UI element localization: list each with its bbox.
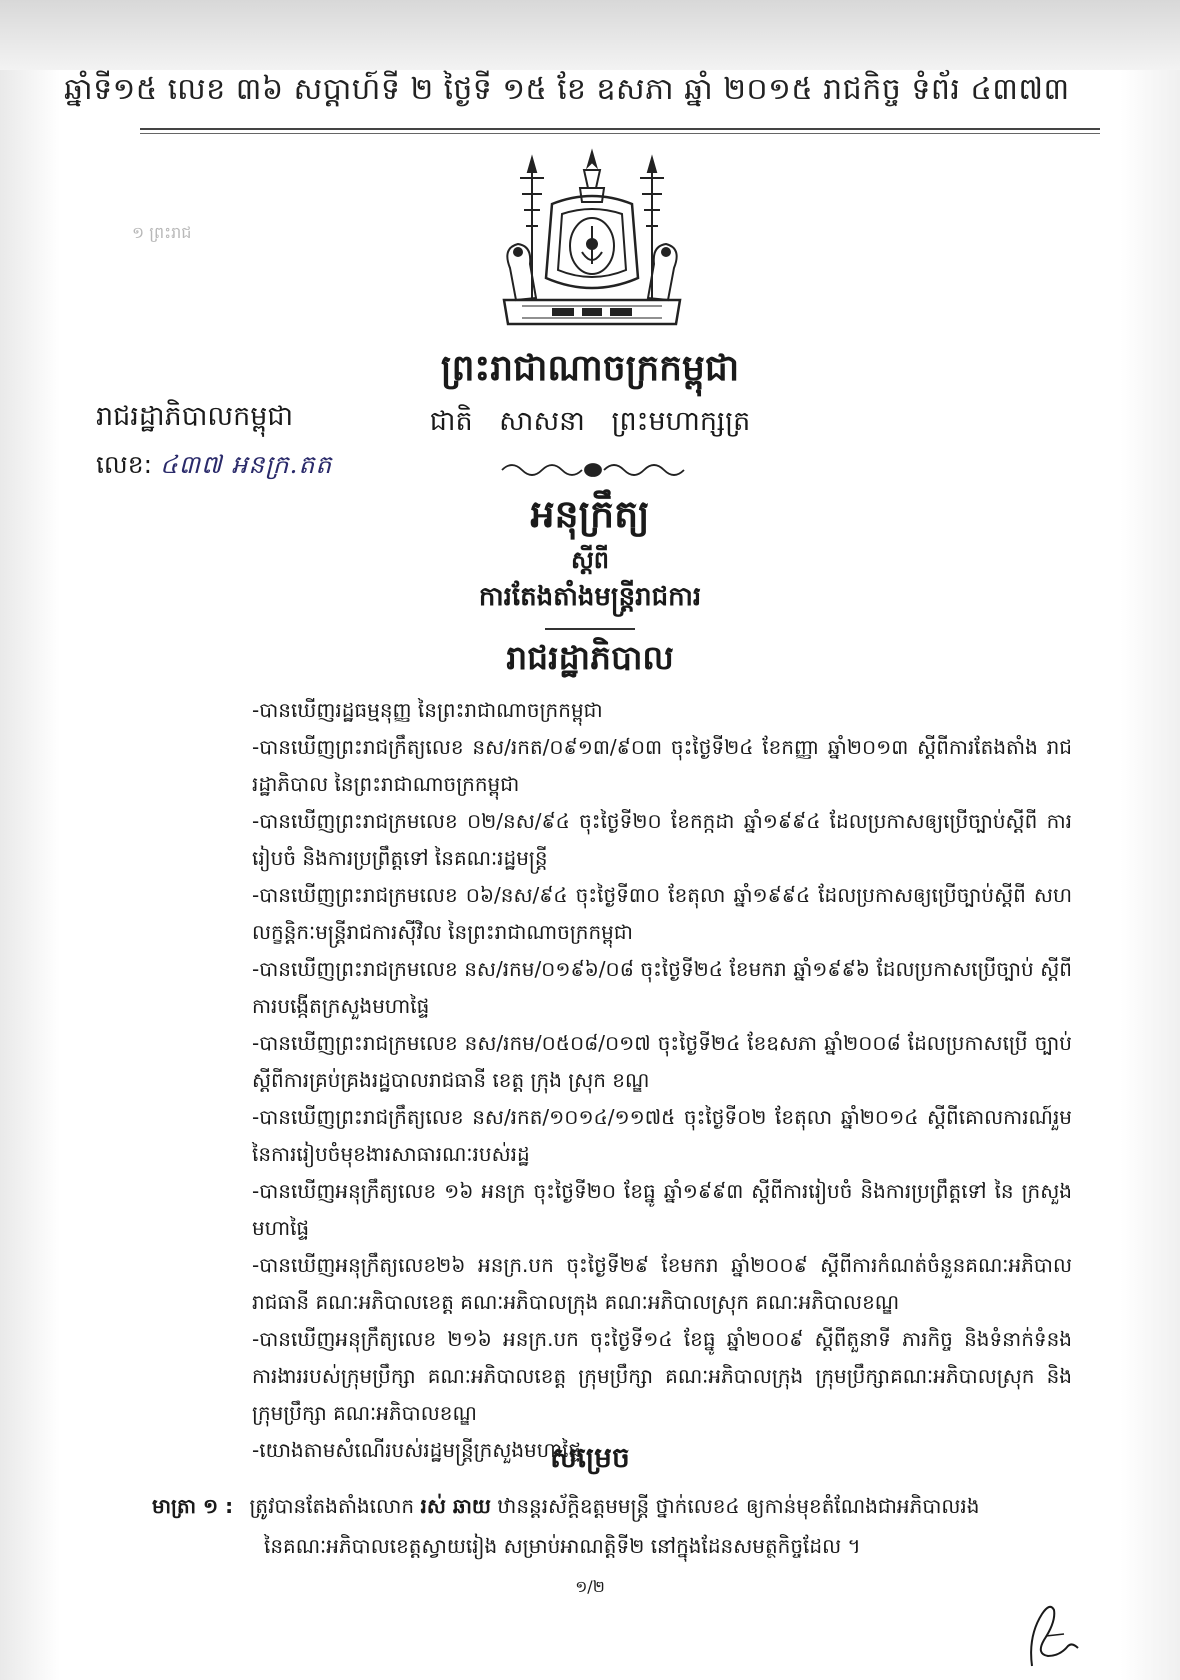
reference-number <box>96 450 332 486</box>
consideration-item: -បានឃើញព្រះរាជក្រមលេខ នស/រកម/០៥០៨/០១៧ ចុះថ្ងៃទី២៤ ខែឧសភា ឆ្នាំ២០០៨ ដែលប្រកាសប្រើ ច្បាប់ស្តីពីការគ្រប់គ្រងរដ្ឋបាលរាជធានី ខេត្ត ក្រុង ស្រុក ខណ្ឌ <box>252 1031 1072 1092</box>
kingdom-title: ព្រះរាជាណាចក្រកម្ពុជា <box>440 348 740 389</box>
page-number: ១/២ <box>575 1577 605 1596</box>
consideration-item: -បានឃើញរដ្ឋធម្មនុញ្ញ នៃព្រះរាជាណាចក្រកម្ពុជា <box>252 698 603 722</box>
royal-arms-emblem <box>492 148 692 338</box>
consideration-item: -បានឃើញព្រះរាជក្រឹត្យលេខ នស/រកត/០៩១៣/៩០៣ ចុះថ្ងៃទី២៤ ខែកញ្ញា ឆ្នាំ២០១៣ ស្តីពីការតែងតាំង រាជរដ្ឋាភិបាល នៃព្រះរាជាណាចក្រកម្ពុជា <box>252 735 1072 796</box>
gazette-header: ឆ្នាំទី១៥ លេខ ៣៦ សប្តាហ៍ទី ២ ថ្ងៃទី ១៥ ខែ ឧសភា ឆ្នាំ ២០១៥ រាជកិច្ច ទំព័រ ៤៣៧៣ <box>64 72 1070 107</box>
bleed-through-text: ១ ព្រះរាជ <box>132 223 192 242</box>
consideration-item: -បានឃើញព្រះរាជក្រមលេខ ០២/នស/៩៤ ចុះថ្ងៃទី២០ ខែកក្កដា ឆ្នាំ១៩៩៤ ដែលប្រកាសឲ្យប្រើច្បាប់ស្តីពី ការរៀបចំ និងការប្រព្រឹត្តទៅ នៃគណៈរដ្ឋមន្ត្រី <box>252 809 1072 870</box>
considerations-list <box>252 692 1072 1469</box>
article-label: មាត្រា ១ : <box>152 1494 234 1518</box>
article-text-pre: ត្រូវបានតែងតាំងលោក <box>249 1494 415 1518</box>
issuing-government: រាជរដ្ឋាភិបាលកម្ពុជា <box>96 401 294 432</box>
consideration-item: -បានឃើញអនុក្រឹត្យលេខ២៦ អនក្រ.បក ចុះថ្ងៃទី២៩ ខែមករា ឆ្នាំ២០០៩ ស្តីពីការកំណត់ចំនួនគណៈអភិបាល រាជធានី គណៈអភិបាលខេត្ត គណៈអភិបាលក្រុង គណៈអភិបាលស្រុក គណៈអភិបាលខណ្ឌ <box>252 1253 1072 1314</box>
document-subject: ការតែងតាំងមន្ត្រីរាជការ <box>478 582 702 612</box>
short-divider <box>545 628 635 630</box>
appointee-name: រស់ ឆាយ <box>420 1494 491 1518</box>
document-type: អនុក្រឹត្យ <box>530 492 650 536</box>
article-text-rest: ឋានន្តរស័ក្តិឧត្តមមន្ត្រី ថ្នាក់លេខ៤ ឲ្យកាន់មុខតំណែងជាអភិបាលរង <box>497 1494 980 1518</box>
initial-signature <box>1020 1596 1090 1670</box>
national-motto: ជាតិ សាសនា ព្រះមហាក្សត្រ <box>429 406 751 437</box>
ornament-divider <box>498 458 688 482</box>
header-rule <box>140 128 1100 130</box>
issuer-heading: រាជរដ្ឋាភិបាល <box>506 638 674 677</box>
reference-value: ៤៣៧ អនក្រ.តត <box>159 450 333 479</box>
consideration-item: -បានឃើញអនុក្រឹត្យលេខ ១៦ អនក្រ ចុះថ្ងៃទី២០ ខែធ្នូ ឆ្នាំ១៩៩៣ ស្តីពីការរៀបចំ និងការប្រព្រឹត្តទៅ នៃ ក្រសួងមហាផ្ទៃ <box>252 1179 1072 1240</box>
decision-heading: សម្រេច <box>550 1441 630 1474</box>
consideration-item: -យោងតាមសំណើរបស់រដ្ឋមន្ត្រីក្រសួងមហាផ្ទៃ <box>252 1438 582 1462</box>
reference-label: លេខ: <box>96 450 153 479</box>
consideration-item: -បានឃើញអនុក្រឹត្យលេខ ២១៦ អនក្រ.បក ចុះថ្ងៃទី១៤ ខែធ្នូ ឆ្នាំ២០០៩ ស្តីពីតួនាទី ភារកិច្ច និងទំនាក់ទំនង ការងាររបស់ក្រុមប្រឹក្សា គណៈអភិបាលខេត្ត ក្រុមប្រឹក្សា គណៈអភិបាលក្រុង ក្រុមប្រឹក្សាគណៈអភិបាលស្រុក និងក្រុមប្រឹក្សា គណៈអភិបាលខណ្ឌ <box>252 1327 1072 1425</box>
consideration-item: -បានឃើញព្រះរាជក្រមលេខ នស/រកម/០១៩៦/០៨ ចុះថ្ងៃទី២៤ ខែមករា ឆ្នាំ១៩៩៦ ដែលប្រកាសប្រើច្បាប់ ស្តីពីការបង្កើតក្រសួងមហាផ្ទៃ <box>252 957 1072 1018</box>
article-text-line2: នៃគណៈអភិបាលខេត្តស្វាយរៀង សម្រាប់អាណត្តិទី២ នៅក្នុងដែនសមត្ថកិច្ចដែល ។ <box>264 1534 861 1558</box>
consideration-item: -បានឃើញព្រះរាជក្រមលេខ ០៦/នស/៩៤ ចុះថ្ងៃទី៣០ ខែតុលា ឆ្នាំ១៩៩៤ ដែលប្រកាសឲ្យប្រើច្បាប់ស្តីពី សហលក្ខន្តិកៈមន្ត្រីរាជការស៊ីវិល នៃព្រះរាជាណាចក្រកម្ពុជា <box>252 883 1072 944</box>
consideration-item: -បានឃើញព្រះរាជក្រឹត្យលេខ នស/រកត/១០១៤/១១៧៥ ចុះថ្ងៃទី០២ ខែតុលា ឆ្នាំ២០១៤ ស្តីពីគោលការណ៍រួម នៃការរៀបចំមុខងារសាធារណៈរបស់រដ្ឋ <box>252 1105 1072 1166</box>
document-about: ស្តីពី <box>570 546 610 574</box>
header-rule-thin <box>140 133 1100 134</box>
article-1 <box>152 1486 1072 1566</box>
scan-top-band <box>0 0 1180 70</box>
